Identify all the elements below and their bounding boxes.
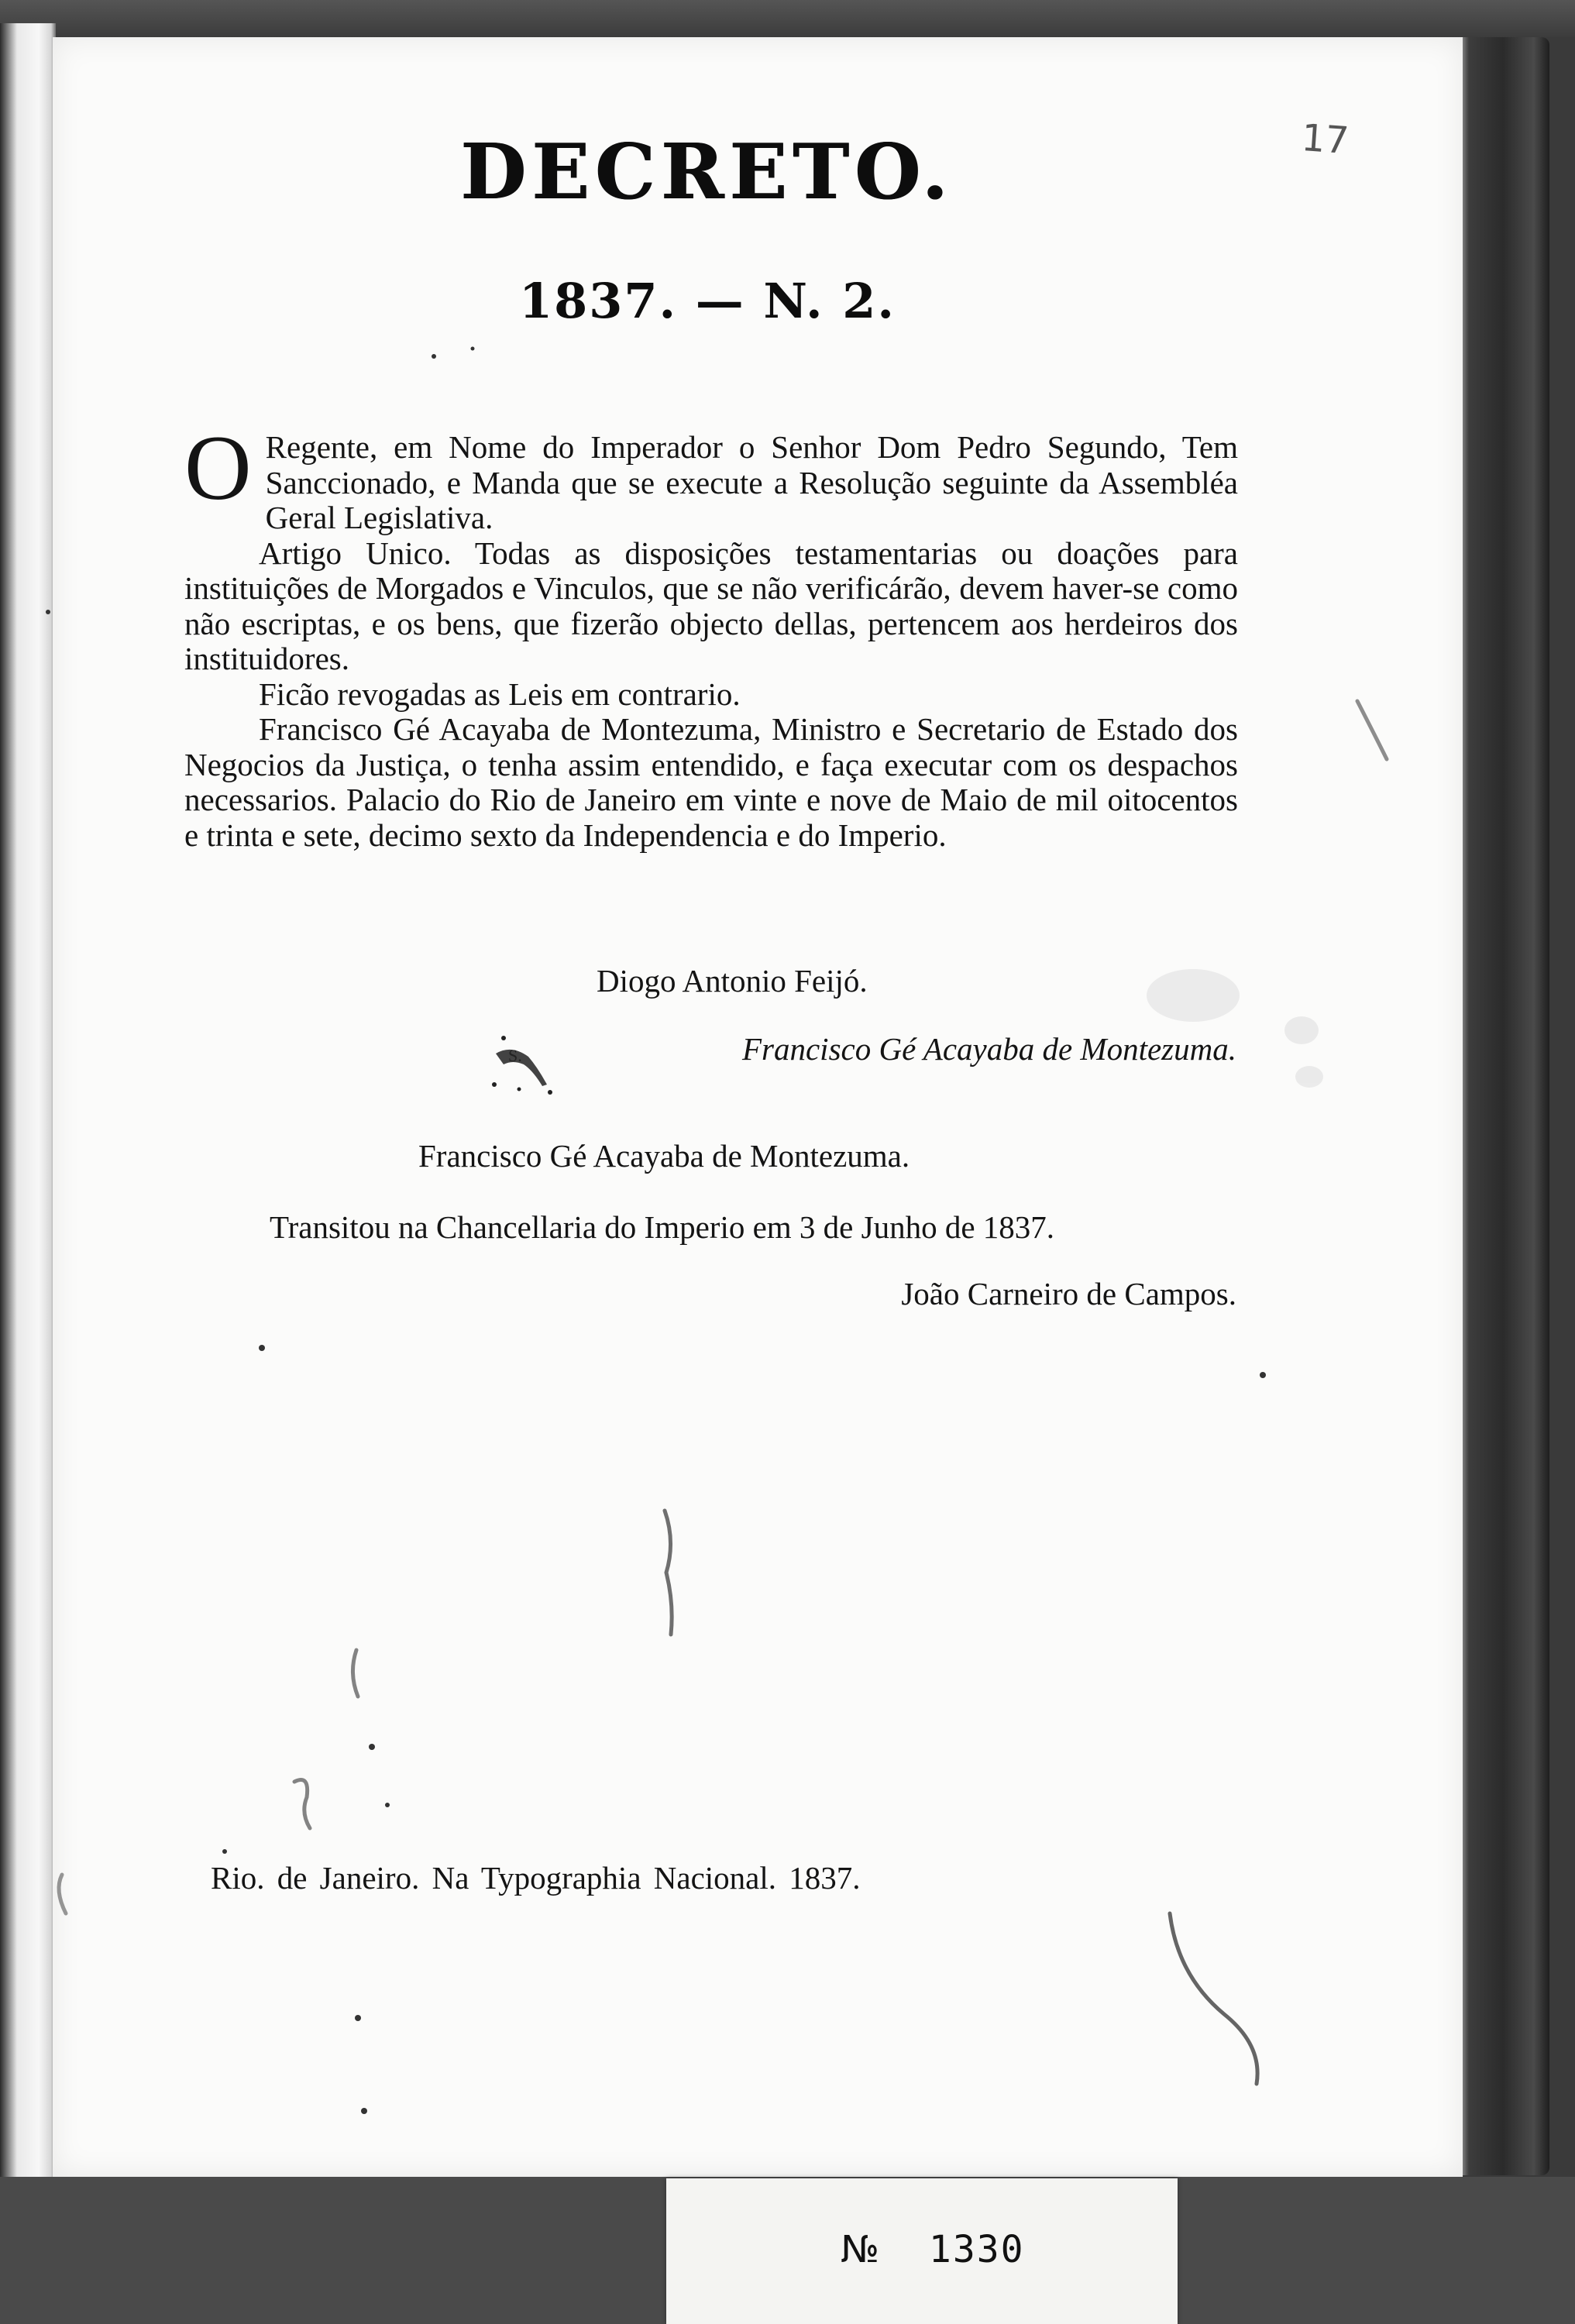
- paragraph-execution: Francisco Gé Acayaba de Montezuma, Ministro e Secretario de Estado dos Negocios da Justiça, o tenha assim entendido, e faça executar com os despachos necessarios. Palacio do Rio de Janeiro em vinte e nove de Maio de mil oitocentos e trinta e sete, decimo sexto da Independencia e do Imperio.: [184, 711, 1238, 853]
- paragraph-preamble: [184, 416, 1238, 536]
- printer-imprint: Rio. de Janeiro. Na Typographia Nacional. 1837.: [211, 1860, 861, 1896]
- numero-sign: №: [841, 2228, 881, 2271]
- decree-number: 1837. — N. 2.: [519, 273, 896, 329]
- attestation-line: Francisco Gé Acayaba de Montezuma.: [418, 1138, 910, 1174]
- paragraph-article: Artigo Unico. Todas as disposições testamentarias ou doações para instituições de Morgados e Vinculos, que se não verificárão, devem haver-se como não escriptas, e os bens, que fizerão objecto dellas, pertencem aos herdeiros dos instituidores.: [184, 535, 1238, 676]
- paragraph-text: Regente, em Nome do Imperador o Senhor Dom Pedro Segundo, Tem Sanccionado, e Manda que se execute a Resolução seguinte da Assembléa Geral Legislativa.: [265, 429, 1238, 535]
- decree-body: [184, 416, 1238, 853]
- scanner-background-top: [0, 0, 1575, 37]
- handwritten-page-number: 17: [1300, 115, 1350, 163]
- book-cover-edge: [1456, 37, 1549, 2175]
- signature-chancellor: João Carneiro de Campos.: [901, 1276, 1236, 1312]
- archive-number-stamp: [841, 2228, 1025, 2271]
- seal-text: S.: [508, 1046, 522, 1065]
- document-page: [53, 37, 1463, 2177]
- archive-number: 1330: [928, 2228, 1025, 2271]
- drop-cap: O: [184, 416, 252, 519]
- signature-regent: Diogo Antonio Feijó.: [597, 963, 868, 999]
- seal-stamp-mark: [473, 1030, 566, 1100]
- book-gutter: [0, 23, 56, 2177]
- chancellery-transit-note: Transitou na Chancellaria do Imperio em 3 de Junho de 1837.: [270, 1209, 1055, 1245]
- paragraph-revocation: Ficão revogadas as Leis em contrario.: [259, 676, 741, 712]
- decree-title: DECRETO.: [460, 128, 954, 217]
- signature-minister: Francisco Gé Acayaba de Montezuma.: [741, 1031, 1236, 1067]
